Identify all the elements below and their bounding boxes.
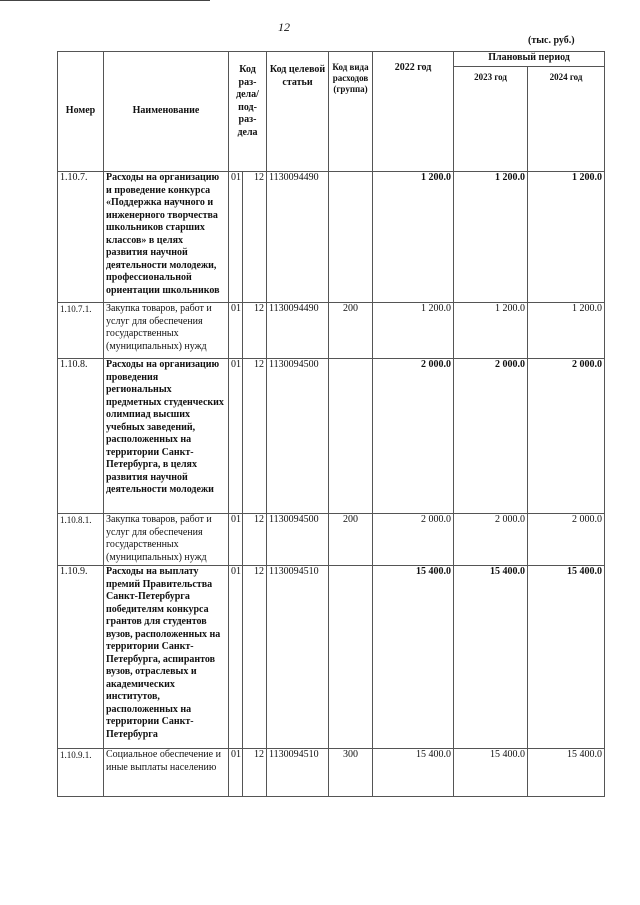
row-podrazdel: 12 [243,566,267,749]
row-value-2024: 1 200.0 [528,172,605,303]
row-value-2023: 2 000.0 [454,359,528,514]
row-expense-type: 200 [329,303,373,359]
row-number: 1.10.7.1. [58,303,104,359]
header-target-code: Код целевой статьи [267,52,329,172]
row-expense-type: 200 [329,514,373,566]
row-value-2023: 15 400.0 [454,566,528,749]
row-value-2022: 2 000.0 [373,514,454,566]
row-expense-type [329,172,373,303]
row-target-code: 1130094500 [267,359,329,514]
row-name: Расходы на организацию и проведение конкурса «Поддержка научного и инженерного творчества школьников старших классов» в целях развития научной деятельности молодежи, профессиональной ориентации школьников [104,172,229,303]
header-rule [0,0,210,1]
row-value-2024: 2 000.0 [528,514,605,566]
row-value-2022: 1 200.0 [373,303,454,359]
row-target-code: 1130094500 [267,514,329,566]
row-target-code: 1130094490 [267,172,329,303]
row-expense-type [329,359,373,514]
row-podrazdel: 12 [243,303,267,359]
row-number: 1.10.8. [58,359,104,514]
row-podrazdel: 12 [243,359,267,514]
header-planning-period: Плановый период [454,52,605,67]
row-expense-type: 300 [329,749,373,797]
page-number: 12 [278,20,290,34]
unit-label: (тыс. руб.) [528,35,575,46]
row-value-2023: 15 400.0 [454,749,528,797]
row-value-2024: 15 400.0 [528,566,605,749]
row-podrazdel: 12 [243,514,267,566]
row-name: Расходы на выплату премий Правительства Санкт-Петербурга победителям конкурса грантов для студентов вузов, расположенных на территории Санкт-Петербурга, аспирантов вузов, отраслевых и академических институтов, расположенных на территории Санкт-Петербурга [104,566,229,749]
row-podrazdel: 12 [243,172,267,303]
header-2024: 2024 год [528,67,605,172]
row-razdel: 01 [229,514,243,566]
row-value-2024: 1 200.0 [528,303,605,359]
table-row [58,303,605,359]
row-razdel: 01 [229,359,243,514]
row-value-2023: 2 000.0 [454,514,528,566]
header-2023: 2023 год [454,67,528,172]
header-name: Наименование [104,52,229,172]
row-number: 1.10.9.1. [58,749,104,797]
header-expense-type: Код вида расходов (группа) [329,52,373,172]
row-value-2024: 15 400.0 [528,749,605,797]
row-target-code: 1130094490 [267,303,329,359]
header-number: Номер [58,52,104,172]
table-row [58,749,605,797]
row-name: Закупка товаров, работ и услуг для обеспечения государственных (муниципальных) нужд [104,303,229,359]
row-number: 1.10.8.1. [58,514,104,566]
row-razdel: 01 [229,303,243,359]
header-2022: 2022 год [373,52,454,172]
row-target-code: 1130094510 [267,749,329,797]
row-value-2022: 15 400.0 [373,749,454,797]
header-section-code: Код раз-дела/ под-раз-дела [229,52,267,172]
table-row [58,514,605,566]
row-name: Закупка товаров, работ и услуг для обеспечения государственных (муниципальных) нужд [104,514,229,566]
table-row [58,359,605,514]
row-name: Социальное обеспечение и иные выплаты населению [104,749,229,797]
row-target-code: 1130094510 [267,566,329,749]
row-number: 1.10.9. [58,566,104,749]
row-razdel: 01 [229,172,243,303]
budget-table [57,51,605,797]
row-value-2022: 1 200.0 [373,172,454,303]
row-expense-type [329,566,373,749]
row-value-2022: 15 400.0 [373,566,454,749]
row-razdel: 01 [229,749,243,797]
row-number: 1.10.7. [58,172,104,303]
row-name: Расходы на организацию проведения региональных предметных студенческих олимпиад высших учебных заведений, расположенных на территории Санкт-Петербурга, в целях развития научной деятельности молодежи [104,359,229,514]
row-podrazdel: 12 [243,749,267,797]
row-value-2023: 1 200.0 [454,172,528,303]
row-value-2023: 1 200.0 [454,303,528,359]
table-row [58,172,605,303]
row-razdel: 01 [229,566,243,749]
row-value-2022: 2 000.0 [373,359,454,514]
table-row [58,566,605,749]
row-value-2024: 2 000.0 [528,359,605,514]
